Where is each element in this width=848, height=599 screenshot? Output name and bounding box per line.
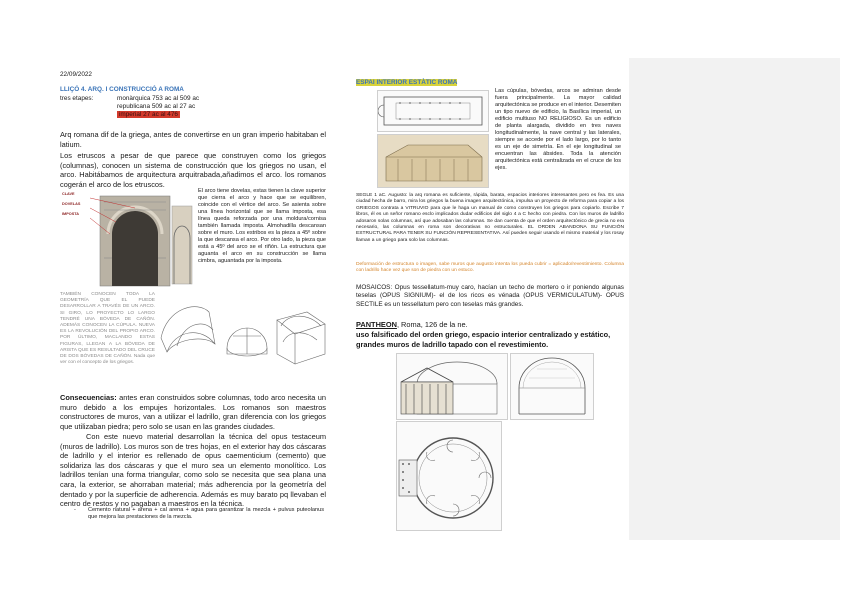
basilica-section-drawing <box>378 135 488 187</box>
pantheon-section <box>510 353 594 420</box>
pantheon-plan <box>396 421 502 531</box>
pantheon-section-drawing <box>511 354 593 419</box>
espai-heading: ESPAI INTERIOR ESTÀTIC ROMA <box>356 79 458 86</box>
stage-3: imperial 27 ac al 476 <box>119 111 178 118</box>
pantheon-facade-drawing <box>397 354 507 419</box>
basilica-section <box>377 134 489 188</box>
pantheon-label: PANTHEON <box>356 320 397 329</box>
geometry-note: TAMBIÉN CONOCEN TODA LA GEOMETRÍA QUE EL PUEDE DESARROLLAR A TRAVÉS DE UN ARCO. SI GIRO, LO PROYECTO LO LARGO TENDRÉ UNA BÓVEDA DE CAÑÓN. ADEMÁS CONOCEN LA CÚPULA. NUEVA ES LA REVOLUCIÓN DEL PROPIO ARCO. POR ÚLTIMO, MACLANDO ESTAS FIGURAS, LLEGAN A LA BÓVEDA DE ARISTA QUE ES RESULTADO DEL CRUCE DE DOS BÓVEDAS DE CAÑÓN. Nada que ver con el concepto de los griegos. <box>60 292 155 366</box>
vault-sketches-drawing <box>157 290 329 370</box>
arch-label-dovelas: DOVELAS <box>62 202 81 206</box>
pantheon-facade <box>396 353 508 420</box>
document-date: 22/09/2022 <box>60 71 92 78</box>
pantheon-date: , Roma, 126 de la ne. <box>396 320 468 329</box>
basilica-plan <box>377 90 489 132</box>
paragraph-opus-testaceum: Con este nuevo material desarrollan la técnica del opus testaceum (muros de ladrillo). Los muros son de tres hojas, en el exterior hay dos cáscaras de ladrillo y el interior es rellenado de opus caementicium (cemento) que solidariza las dos cáscaras y que el muro sea un elemento monolítico. Los ladrillos tenían una forma triangular, como solo se necesita que sea plana una cara, la exterior, se ahorraban material; más adherencia por la geometría del dentado y por la superficie de adherencia. Además es muy barato pq llevaban el centro de restos y no pagaban a maestros en la técnica. <box>60 432 326 509</box>
paragraph-etruscos: Los etruscos a pesar de que parece que construyen como los griegos (columnas), conocen un sistema de construcción que los griegos no usan, el arco. Habitábamos de arquitectura arquitrabada,añadimos el arco. los romanos cogerán el arco de los etruscos. <box>60 151 326 189</box>
arch-labels <box>62 189 80 219</box>
pantheon-title <box>356 320 624 330</box>
arch-figure <box>60 188 193 288</box>
arch-label-clave: CLAVE <box>62 192 75 196</box>
consecuencias-text: antes eran construidos sobre columnas, todo arco necesita un muro debido a los empujes horizontales. Los romanos son maestros constructores de muros, van a utilizar el ladrillo, gran diferencia con los griegos que utilizaban piedra; pero solo se usan en las grandes ciudades. <box>60 393 326 431</box>
paragraph-consecuencias <box>60 393 326 431</box>
consecuencias-label: Consecuencias: <box>60 393 117 402</box>
bullet-marker: - <box>74 507 76 513</box>
pantheon-plan-drawing <box>397 422 501 530</box>
segle-augusto-text: SEGLE 1 aC. Augusto: la arq romana es suficiente, rápida, barata, espacios interiores interesantes pero es fea. Es una ciudad hecha de barro, mira los griegos la buena imagen arquitectónica, impulsa un proyecto de reforma para copiar a los GRIEGOS contrata a VITRUVIO para que le haga un manual de como construyen los griegos para copiarlo. Escribe 7 libros, él es un señor romano esclo implicados dudar edificios del siglo 4 a C hecho con piedra. Con los muros de ladrillo adosaron solas columnas, así que adosaban las columnas. Se dan cuenta de que el orden arquitectónico de grecia no era necesario, las columnas en roma son decorativas no estructurales. EL ORDEN ABANDONA SU FUNCIÓN ESTRUCTURAL PARA TENER SU FUNCIÓN REPRESENTATIVA. Así pueden seguir usando el mismo material y los rosay llaman a un griego para solo las columnas. <box>356 193 624 243</box>
stage-1: monàrquica 753 ac al 509 ac <box>117 95 200 102</box>
stage-2: republicana 509 ac al 27 ac <box>117 103 196 110</box>
vault-sketches <box>157 290 329 370</box>
bullet-cemento: Cemento natural + arena + cal arena + agua para garantizar la mezcla + pulvus puteolanus que mejora las prestaciones de la mezcla. <box>88 507 324 520</box>
paragraph-latium: Arq romana dif de la griega, antes de convertirse en un gran imperio habitaban el latium. <box>60 130 326 149</box>
side-panel <box>629 58 840 540</box>
basilica-plan-drawing <box>378 91 488 131</box>
arch-label-imposta: IMPOSTA <box>62 212 80 216</box>
arch-description: El arco tiene dovelas, estas tienen la clave superior que cierra el arco y hace que se equilibren, coincide con el vértice del arco. Se asienta sobre una línea horizontal que se llama imposta, esa línea queda reforzada por una moldura/cornisa también llamada imposta. Almohadilla descansan sobre el muro. Los estribos es la pieza a 45º sobre la que descansa el arco. Por otro lado, la pieza que está a 45º del arco se el riñón. La estructura que aguanta el arco en su construcción se llama cimbra, aguantada por la imposta. <box>198 188 326 264</box>
mosaicos-text: MOSAICOS: Opus tessellatum-muy caro, hacían un techo de mortero o ir poniendo algunas teselas (OPUS SIGNIUM)- el de los ricos es vénada (OPUS VERMICULATUM)- OPUS SECTILE es un tessellatum pero con teselas más grandes. <box>356 284 624 308</box>
pantheon-description: uso falsificado del orden griego, espacio interior centralizado y estático, grandes muros de ladrillo tapado con el revestimiento. <box>356 330 611 349</box>
basilica-description: Las cúpulas, bóvedas, arcos se admiran desde fuera principalmente. La mayor calidad arquitectónica se produce en el interior. Desemiten un tipo nuevo de edificio, la Basílica imperial, un edificio multiuso NO RELIGIOSO. Es un edificio de planta alargada, dividido en tres naves longitudinalmente, la nave central y las laterales, siempre se accede por el lado largo, por lo tanto es un eje de simetría. En el eje longitudinal se encuentran las ábsides. Toda la atención arquitectónica está centralizada en el cruce de los ejes. <box>495 88 621 171</box>
lesson-heading: LLIÇÓ 4. ARQ. I CONSTRUCCIÓ A ROMA <box>60 86 184 93</box>
stages-label: tres etapes: <box>60 95 94 102</box>
orange-note: Deformación de estructura o imagen, sabe muros que augusto intenta los pueda cubrir = aplicado/revestimiento. Columna con ladrillo hace vez que son de piedra con un estuco. <box>356 262 624 274</box>
